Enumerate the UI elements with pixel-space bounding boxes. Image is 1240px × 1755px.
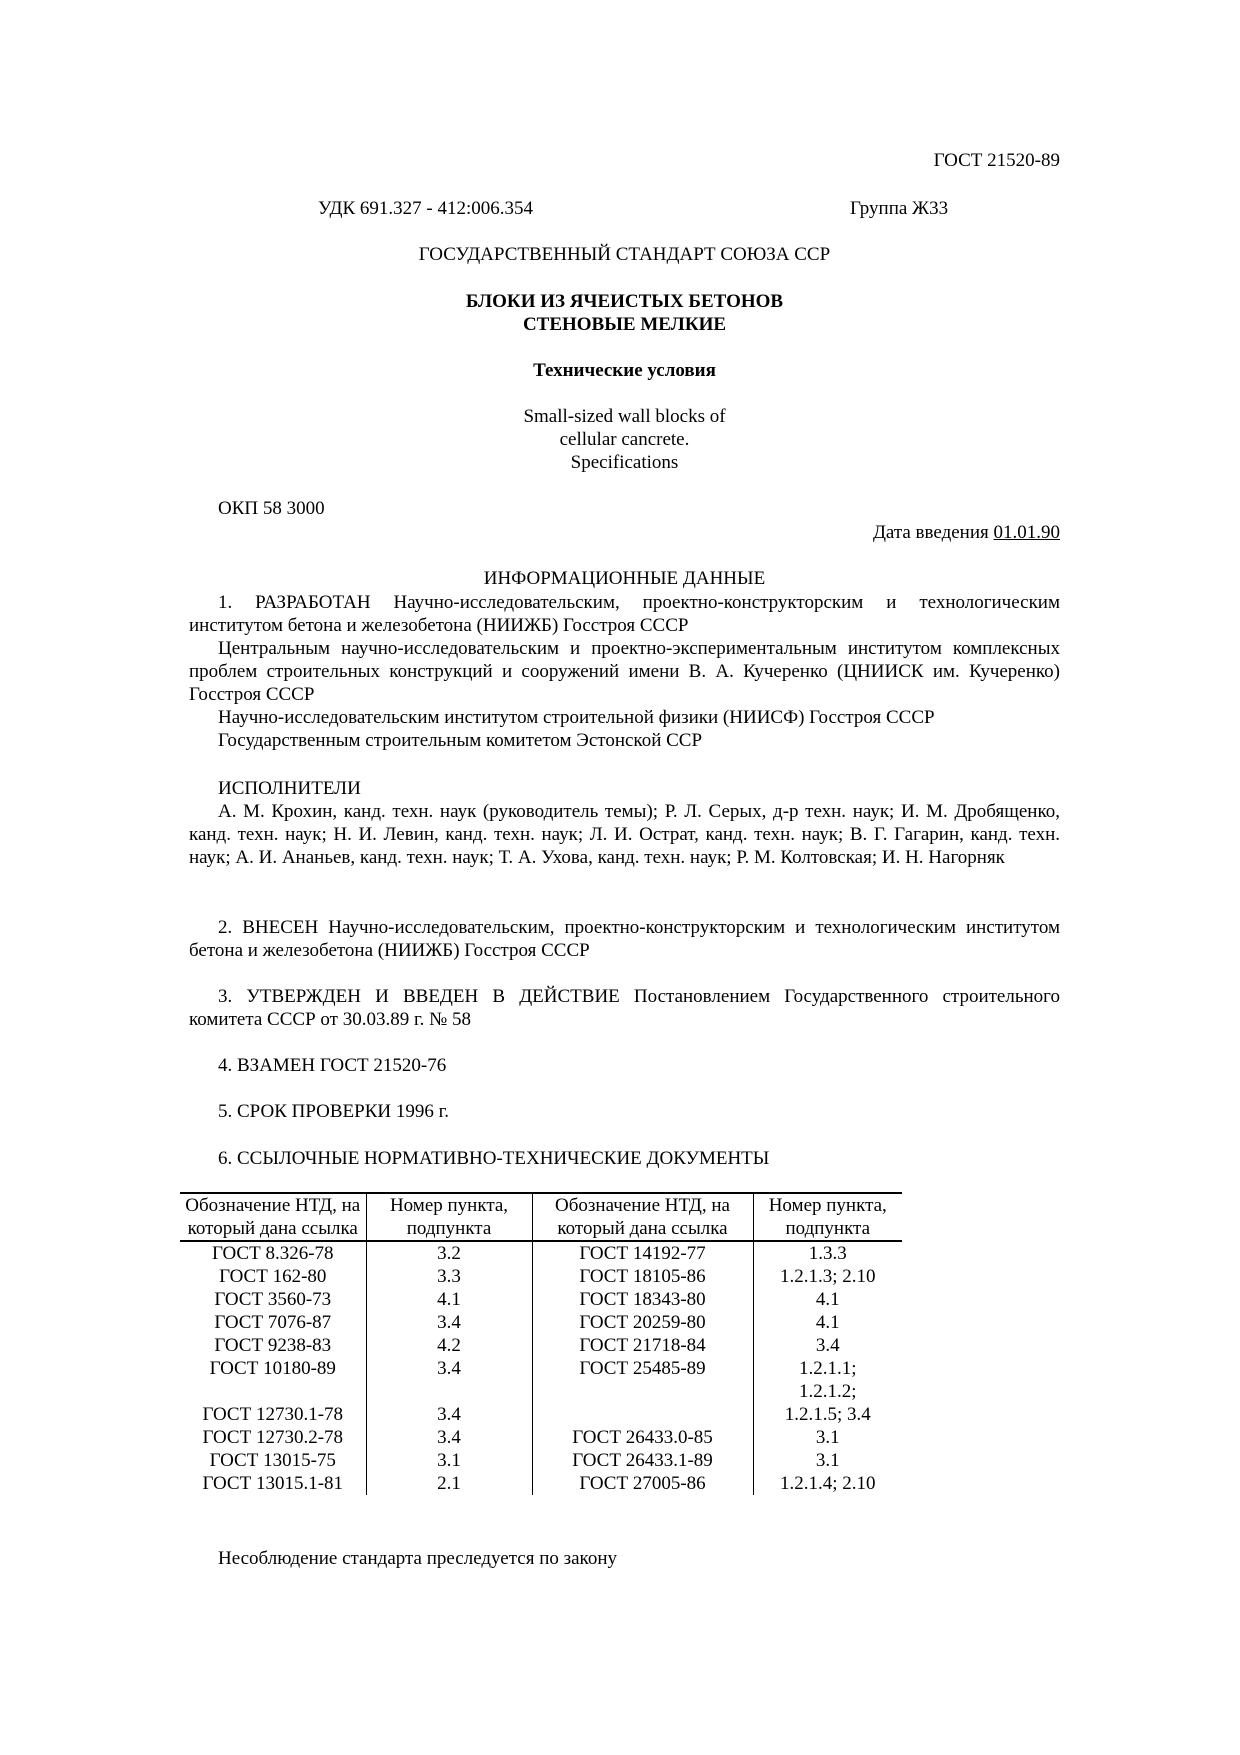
english-title-1: Small-sized wall blocks of [523, 406, 726, 427]
item-6 [189, 1147, 1060, 1170]
item-5 [189, 1100, 1060, 1123]
developers-block [189, 591, 1060, 752]
table-cell: 3.4 [366, 1311, 532, 1334]
table-cell: 3.4 [753, 1334, 902, 1357]
table-cell: 3.1 [366, 1449, 532, 1472]
table-row [180, 1241, 902, 1265]
table-cell: ГОСТ 20259-80 [532, 1311, 753, 1334]
table-row [180, 1288, 902, 1311]
table-cell: 3.1 [753, 1426, 902, 1449]
okp: ОКП 58 3000 [218, 498, 325, 519]
performers-heading: ИСПОЛНИТЕЛИ [218, 778, 361, 799]
table-cell: 3.3 [366, 1265, 532, 1288]
item-3-text: 3. УТВЕРЖДЕН И ВВЕДЕН В ДЕЙСТВИЕ Постановлением Государственного строительного комитета СССР от 30.03.89 г. № 58 [189, 986, 1060, 1030]
table-cell: 4.1 [366, 1288, 532, 1311]
table-cell: 4.1 [753, 1311, 902, 1334]
table-row [180, 1311, 902, 1334]
table-cell: 1.2.1.2; [753, 1380, 902, 1403]
english-title-3: Specifications [570, 452, 679, 473]
table-header-row [180, 1193, 902, 1241]
table-cell: 1.3.3 [753, 1241, 902, 1265]
table-cell: ГОСТ 3560-73 [214, 1289, 332, 1310]
title-line2: СТЕНОВЫЕ МЕЛКИЕ [522, 314, 727, 335]
developer-3: Научно-исследовательским институтом строительной физики (НИИСФ) Госстроя СССР [218, 707, 935, 728]
item-4 [189, 1054, 1060, 1077]
table-cell: 3.4 [366, 1403, 532, 1426]
table-cell [532, 1403, 753, 1426]
item-4-text: 4. ВЗАМЕН ГОСТ 21520-76 [218, 1055, 447, 1076]
info-heading: ИНФОРМАЦИОННЫЕ ДАННЫЕ [483, 568, 766, 589]
group: Группа Ж33 [850, 198, 949, 219]
table-cell: ГОСТ 26433.0-85 [532, 1426, 753, 1449]
table-cell: ГОСТ 9238-83 [214, 1335, 332, 1356]
english-title-2: cellular cancrete. [559, 429, 690, 450]
udk: УДК 691.327 - 412:006.354 [318, 198, 534, 219]
item-2 [189, 916, 1060, 962]
item-3 [189, 985, 1060, 1031]
table-cell: 1.2.1.1; [753, 1357, 902, 1380]
table-cell: 3.2 [366, 1241, 532, 1265]
performers-list: А. М. Крохин, канд. техн. наук (руководитель темы); Р. Л. Серых, д-р техн. наук; И. М. Дробященко, канд. техн. наук; Н. И. Левин, канд. техн. наук; Л. И. Острат, канд. техн. наук; В. Г. Гагарин, канд. техн. наук; А. И. Ананьев, канд. техн. наук; Т. А. Ухова, канд. техн. наук; Р. М. Колтовская; И. Н. Нагорняк [189, 801, 1060, 868]
subtitle: Технические условия [533, 360, 716, 381]
column-header: Номер пункта, подпункта [753, 1193, 902, 1241]
table-cell: 1.2.1.4; 2.10 [753, 1472, 902, 1495]
table-cell: ГОСТ 26433.1-89 [532, 1449, 753, 1472]
table-row [180, 1449, 902, 1472]
table-row [180, 1334, 902, 1357]
footer-note: Несоблюдение стандарта преследуется по закону [218, 1548, 617, 1569]
table-cell: 4.2 [366, 1334, 532, 1357]
table-row [180, 1357, 902, 1380]
table-cell: 1.2.1.5; 3.4 [753, 1403, 902, 1426]
table-cell: ГОСТ 12730.1-78 [202, 1404, 344, 1425]
table-cell [532, 1380, 753, 1403]
table-cell: 2.1 [366, 1472, 532, 1495]
table-cell: ГОСТ 10180-89 [209, 1358, 336, 1379]
gost-number: ГОСТ 21520-89 [933, 150, 1060, 171]
date-label: Дата введения [872, 522, 989, 543]
table-cell: 3.4 [366, 1426, 532, 1449]
table-cell: ГОСТ 18343-80 [532, 1288, 753, 1311]
table-cell: 4.1 [753, 1288, 902, 1311]
table-row [180, 1472, 902, 1495]
table-cell: ГОСТ 162-80 [219, 1266, 327, 1287]
table-cell: ГОСТ 8.326-78 [211, 1243, 334, 1264]
table-cell: 1.2.1.3; 2.10 [753, 1265, 902, 1288]
column-header: Обозначение НТД, на который дана ссылка [180, 1193, 366, 1241]
table-cell: ГОСТ 13015.1-81 [202, 1473, 344, 1494]
item-2-text: 2. ВНЕСЕН Научно-исследовательским, проектно-конструкторским и технологическим институтом бетона и железобетона (НИИЖБ) Госстроя СССР [189, 917, 1060, 961]
table-cell: 3.4 [366, 1357, 532, 1380]
references-table [180, 1192, 902, 1495]
table-cell [180, 1380, 366, 1403]
table-cell: ГОСТ 18105-86 [532, 1265, 753, 1288]
table-cell: ГОСТ 14192-77 [532, 1241, 753, 1265]
table-cell: ГОСТ 7076-87 [214, 1312, 332, 1333]
table-row [180, 1426, 902, 1449]
column-header: Номер пункта, подпункта [366, 1193, 532, 1241]
developer-1: 1. РАЗРАБОТАН Научно-исследовательским, проектно-конструкторским и технологическим институтом бетона и железобетона (НИИЖБ) Госстроя СССР [189, 592, 1060, 636]
state-standard: ГОСУДАРСТВЕННЫЙ СТАНДАРТ СОЮЗА ССР [418, 244, 831, 265]
item-5-text: 5. СРОК ПРОВЕРКИ 1996 г. [218, 1101, 449, 1122]
date-value: 01.01.90 [993, 522, 1060, 543]
table-row [180, 1403, 902, 1426]
table-cell [366, 1380, 532, 1403]
item-6-text: 6. ССЫЛОЧНЫЕ НОРМАТИВНО-ТЕХНИЧЕСКИЕ ДОКУМЕНТЫ [218, 1148, 770, 1169]
performers-block [189, 777, 1060, 869]
table-cell: ГОСТ 25485-89 [532, 1357, 753, 1380]
developer-2: Центральным научно-исследовательским и проектно-экспериментальным институтом комплексных проблем строительных конструкций и сооружений имени В. А. Кучеренко (ЦНИИСК им. Кучеренко) Госстроя СССР [189, 638, 1060, 705]
table-cell: ГОСТ 27005-86 [532, 1472, 753, 1495]
table-cell: ГОСТ 12730.2-78 [202, 1427, 344, 1448]
table-cell: 3.1 [753, 1449, 902, 1472]
developer-4: Государственным строительным комитетом Эстонской ССР [218, 730, 703, 751]
table-row [180, 1380, 902, 1403]
table-cell: ГОСТ 13015-75 [209, 1450, 336, 1471]
table-cell: ГОСТ 21718-84 [532, 1334, 753, 1357]
title-line1: БЛОКИ ИЗ ЯЧЕИСТЫХ БЕТОНОВ [465, 291, 784, 312]
table-row [180, 1265, 902, 1288]
column-header: Обозначение НТД, на который дана ссылка [532, 1193, 753, 1241]
introduction-date [873, 521, 1060, 544]
